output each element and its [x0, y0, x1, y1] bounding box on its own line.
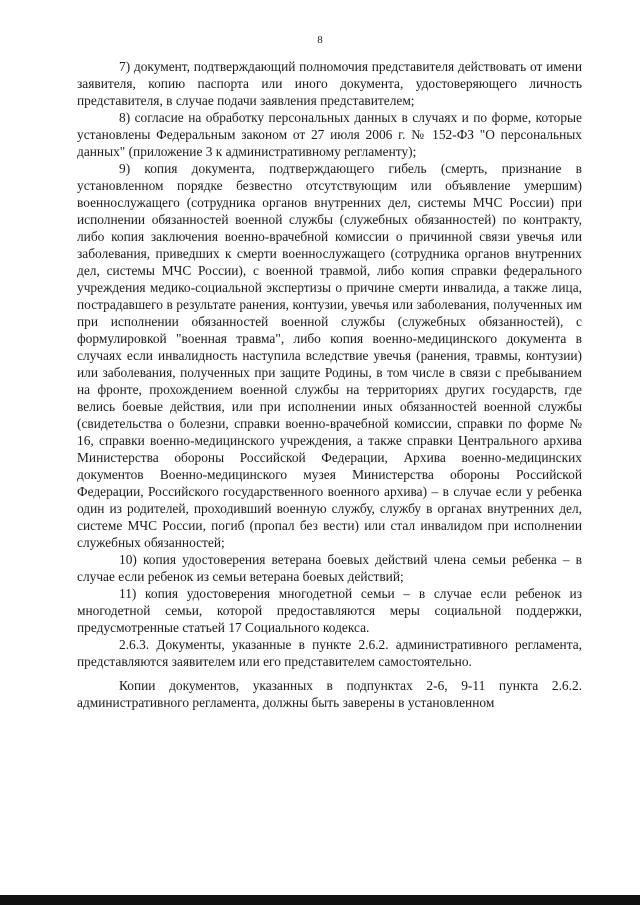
scan-edge-bar	[0, 895, 640, 905]
paragraph-2-6-3: 2.6.3. Документы, указанные в пункте 2.6.2. административного регламента, представляются заявителем или его представителем самостоятельно.	[77, 637, 582, 669]
paragraph-spacer	[77, 670, 582, 677]
paragraph-item-11: 11) копия удостоверения многодетной семьи – в случае если ребенок из многодетной семьи, которой предоставляются меры социальной поддержки, предусмотренные статьей 17 Социального кодекса.	[77, 586, 582, 635]
paragraph-item-9: 9) копия документа, подтверждающего гибель (смерть, признание в установленном порядке безвестно отсутствующим или объявление умершим) военнослужащего (сотрудника органов внутренних дел, системы МЧС России) при исполнении обязанностей военной службы (служебных обязанностей) по контракту, либо копия заключения военно-врачебной комиссии о причинной связи увечья или заболевания, приведших к смерти военнослужащего (сотрудника органов внутренних дел, системы МЧС России), с военной травмой, либо копия справки федерального учреждения медико-социальной экспертизы о причине смерти инвалида, а также лица, пострадавшего в результате ранения, контузии, увечья или заболевания, полученных им при исполнении обязанностей военной службы (служебных обязанностей), с формулировкой "военная травма", либо копия военно-медицинского документа в случаях если инвалидность наступила вследствие увечья (ранения, травмы, контузии) или заболевания, полученных при защите Родины, в том числе в связи с пребыванием на фронте, прохождением военной службы на территориях других государств, где велись боевые действия, или при исполнении иных обязанностей военной службы (свидетельства о болезни, справки военно-врачебной комиссии, справки по форме № 16, справки военно-медицинского учреждения, а также справки Центрального архива Министерства обороны Российской Федерации, Архива военно-медицинских документов Военно-медицинского музея Министерства обороны Российской Федерации, Российского государственного военного архива) – в случае если у ребенка один из родителей, проходивший военную службу, службу в органах внутренних дел, системе МЧС России, погиб (пропал без вести) или стал инвалидом при исполнении служебных обязанностей;	[77, 161, 582, 550]
document-body	[77, 58, 582, 711]
paragraph-item-7: 7) документ, подтверждающий полномочия представителя действовать от имени заявителя, копию паспорта или иного документа, удостоверяющего личность представителя, в случае подачи заявления представителем;	[77, 59, 582, 108]
paragraph-item-8: 8) согласие на обработку персональных данных в случаях и по форме, которые установлены Федеральным законом от 27 июля 2006 г. № 152-ФЗ "О персональных данных" (приложение 3 к административному регламенту);	[77, 110, 582, 159]
paragraph-item-10: 10) копия удостоверения ветерана боевых действий члена семьи ребенка – в случае если ребенок из семьи ветерана боевых действий;	[77, 552, 582, 584]
paragraph-copies: Копии документов, указанных в подпунктах 2-6, 9-11 пункта 2.6.2. административного регламента, должны быть заверены в установленном	[77, 678, 582, 710]
page-number: 8	[317, 34, 323, 46]
